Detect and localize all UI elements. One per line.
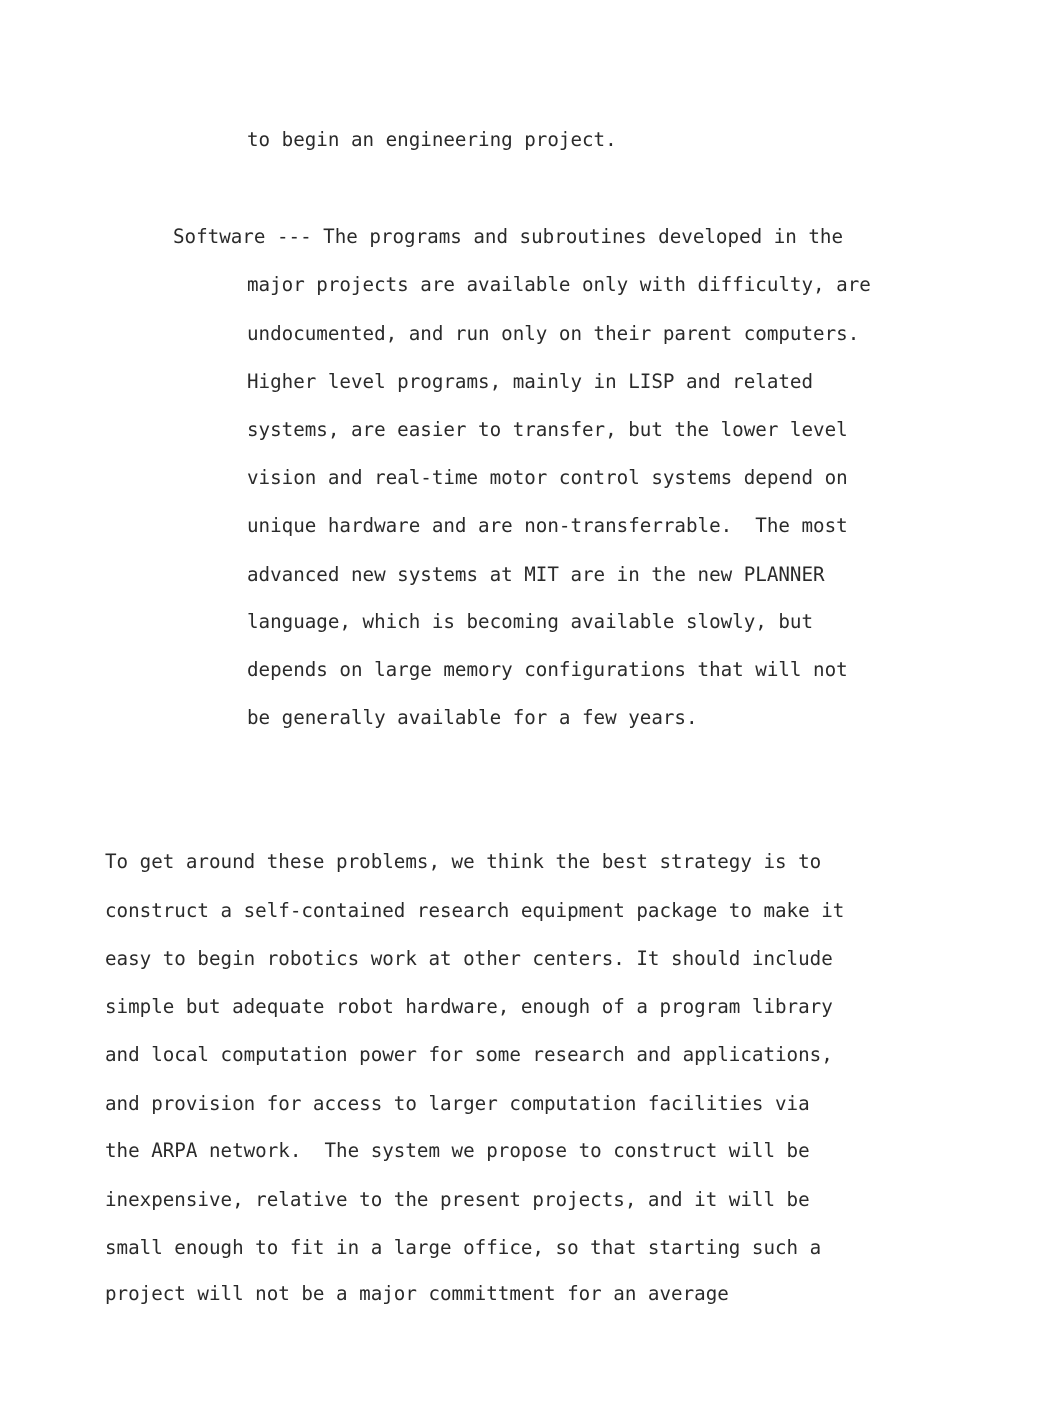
continuation-line: to begin an engineering project. (247, 128, 617, 151)
paragraph-line: Software --- The programs and subroutines developed in the (173, 225, 844, 248)
paragraph-line: systems, are easier to transfer, but the lower level (247, 418, 848, 441)
paragraph-line: major projects are available only with difficulty, are (247, 273, 871, 296)
paragraph-line: and provision for access to larger computation facilities via (105, 1092, 810, 1115)
paragraph-line: inexpensive, relative to the present projects, and it will be (105, 1188, 810, 1211)
paragraph-line: simple but adequate robot hardware, enough of a program library (105, 995, 833, 1018)
paragraph-line: depends on large memory configurations that will not (247, 658, 848, 681)
paragraph-line: language, which is becoming available slowly, but (247, 610, 814, 633)
paragraph-line: undocumented, and run only on their parent computers. (247, 322, 860, 345)
paragraph-line: Higher level programs, mainly in LISP and related (247, 370, 814, 393)
paragraph-line: construct a self-contained research equipment package to make it (105, 899, 845, 922)
paragraph-line: small enough to fit in a large office, so that starting such a (105, 1236, 822, 1259)
paragraph-line: easy to begin robotics work at other centers. It should include (105, 947, 833, 970)
paragraph-line: and local computation power for some research and applications, (105, 1043, 833, 1066)
paragraph-line: vision and real-time motor control systems depend on (247, 466, 848, 489)
paragraph-line: advanced new systems at MIT are in the new PLANNER (247, 563, 825, 586)
paragraph-line: be generally available for a few years. (247, 706, 698, 729)
paragraph-line: project will not be a major committment for an average (105, 1282, 729, 1305)
paragraph-line: the ARPA network. The system we propose to construct will be (105, 1139, 810, 1162)
paragraph-line: unique hardware and are non-transferrable. The most (247, 514, 848, 537)
paragraph-line: To get around these problems, we think the best strategy is to (105, 850, 822, 873)
